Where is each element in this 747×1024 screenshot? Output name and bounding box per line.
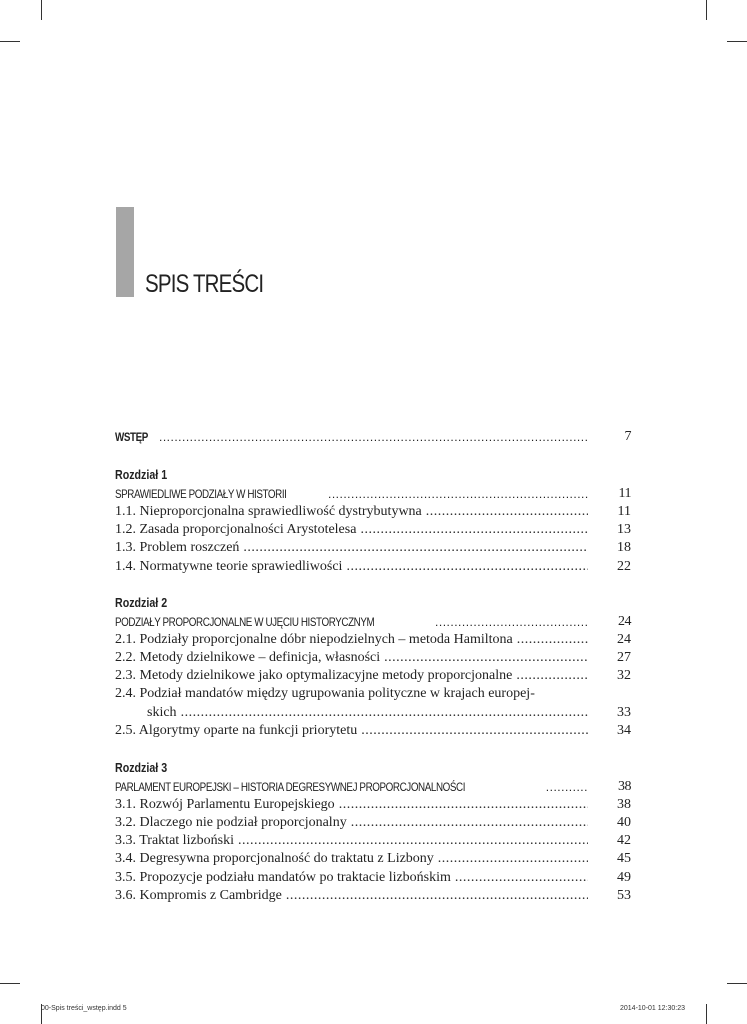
page-number: 18 bbox=[617, 540, 631, 555]
page-number: 40 bbox=[617, 815, 631, 830]
page-number: 49 bbox=[617, 870, 631, 885]
toc-intro-page: 7 bbox=[624, 429, 631, 444]
toc-item-label: 1.1. Nieproporcjonalna sprawiedliwość dystrybutywna ..... bbox=[115, 503, 588, 521]
toc-item[interactable] bbox=[115, 869, 631, 887]
toc-item-label: 3.5. Propozycje podziału mandatów po traktacie lizbońskim ..... bbox=[115, 869, 588, 887]
crop-mark bbox=[0, 983, 20, 984]
title-accent-bar bbox=[116, 207, 134, 297]
chapter-title: SPRAWIEDLIWE PODZIAŁY W HISTORII bbox=[115, 487, 287, 501]
footer-timestamp: 2014-10-01 12:30:23 bbox=[620, 1005, 685, 1012]
toc-item-label: 2.2. Metody dzielnikowe – definicja, własności ..... bbox=[115, 649, 588, 667]
footer-filename: 00-Spis treści_wstęp.indd 5 bbox=[41, 1005, 127, 1012]
page-number: 32 bbox=[617, 668, 631, 683]
crop-mark bbox=[727, 41, 747, 42]
crop-mark bbox=[0, 41, 20, 42]
crop-mark bbox=[706, 1004, 707, 1024]
chapter-heading: Rozdział 3 bbox=[115, 760, 168, 775]
chapter-title-row[interactable] bbox=[115, 613, 631, 631]
page-number: 33 bbox=[617, 705, 631, 720]
chapter-title-row[interactable] bbox=[115, 485, 631, 503]
toc-item[interactable] bbox=[115, 667, 631, 685]
page-number: 11 bbox=[617, 504, 631, 519]
chapter-heading: Rozdział 1 bbox=[115, 467, 168, 482]
toc-item[interactable] bbox=[115, 704, 631, 722]
toc-item-label: 3.6. Kompromis z Cambridge ..... bbox=[115, 887, 588, 905]
toc-intro-label: WSTĘP bbox=[115, 430, 148, 444]
toc-item[interactable] bbox=[115, 631, 631, 649]
toc-item[interactable] bbox=[115, 832, 631, 850]
toc-item[interactable] bbox=[115, 558, 631, 576]
toc-item[interactable] bbox=[115, 649, 631, 667]
chapter-heading: Rozdział 2 bbox=[115, 595, 168, 610]
crop-mark bbox=[706, 0, 707, 20]
toc-item[interactable] bbox=[115, 722, 631, 740]
page-number: 38 bbox=[617, 797, 631, 812]
toc-item-label-line1: 2.4. Podział mandatów między ugrupowania polityczne w krajach europej- bbox=[115, 686, 535, 701]
toc-item[interactable] bbox=[115, 521, 631, 539]
page-number: 53 bbox=[617, 888, 631, 903]
page-number: 11 bbox=[618, 486, 631, 501]
page-title: SPIS TREŚCI bbox=[145, 270, 264, 298]
toc-item-label: 3.4. Degresywna proporcjonalność do traktatu z Lizbony ..... bbox=[115, 850, 588, 868]
toc-item-label: 1.2. Zasada proporcjonalności Arystotelesa ..... bbox=[115, 521, 588, 539]
page-number: 34 bbox=[617, 723, 631, 738]
toc-item-label: 3.3. Traktat lizboński ..... bbox=[115, 832, 588, 850]
toc-item[interactable] bbox=[115, 503, 631, 521]
chapter-title: PODZIAŁY PROPORCJONALNE W UJĘCIU HISTORYCZNYM bbox=[115, 615, 375, 629]
toc-item-label: 1.4. Normatywne teorie sprawiedliwości ..... bbox=[115, 558, 588, 576]
chapter-title: PARLAMENT EUROPEJSKI – HISTORIA DEGRESYWNEJ PROPORCJONALNOŚCI bbox=[115, 780, 466, 794]
crop-mark bbox=[727, 983, 747, 984]
toc-item-label: 3.1. Rozwój Parlamentu Europejskiego ..... bbox=[115, 796, 588, 814]
page-number: 22 bbox=[617, 559, 631, 574]
toc-item-label: 3.2. Dlaczego nie podział proporcjonalny ..... bbox=[115, 814, 588, 832]
page-number: 24 bbox=[617, 632, 631, 647]
crop-mark bbox=[41, 0, 42, 20]
page-number: 42 bbox=[617, 833, 631, 848]
page-number: 45 bbox=[617, 851, 631, 866]
toc-item[interactable] bbox=[115, 539, 631, 557]
page-number: 13 bbox=[617, 522, 631, 537]
page-number: 27 bbox=[617, 650, 631, 665]
toc-item-label: 2.1. Podziały proporcjonalne dóbr niepodzielnych – metoda Hamiltona ..... bbox=[115, 631, 588, 649]
page-number: 38 bbox=[618, 779, 631, 794]
chapter-title-row[interactable] bbox=[115, 778, 631, 796]
toc-item-label-line2: skich ..... bbox=[115, 704, 588, 722]
toc-item[interactable] bbox=[115, 796, 631, 814]
toc-item-label: 2.3. Metody dzielnikowe jako optymalizacyjne metody proporcjonalne ..... bbox=[115, 667, 588, 685]
toc-item[interactable] bbox=[115, 814, 631, 832]
page-number: 24 bbox=[618, 614, 631, 629]
toc-item-label: 2.5. Algorytmy oparte na funkcji priorytetu ..... bbox=[115, 722, 588, 740]
toc-item[interactable] bbox=[115, 887, 631, 905]
toc-intro[interactable] bbox=[115, 428, 631, 446]
toc-item-label: 1.3. Problem roszczeń ..... bbox=[115, 539, 588, 557]
toc-item[interactable] bbox=[115, 850, 631, 868]
